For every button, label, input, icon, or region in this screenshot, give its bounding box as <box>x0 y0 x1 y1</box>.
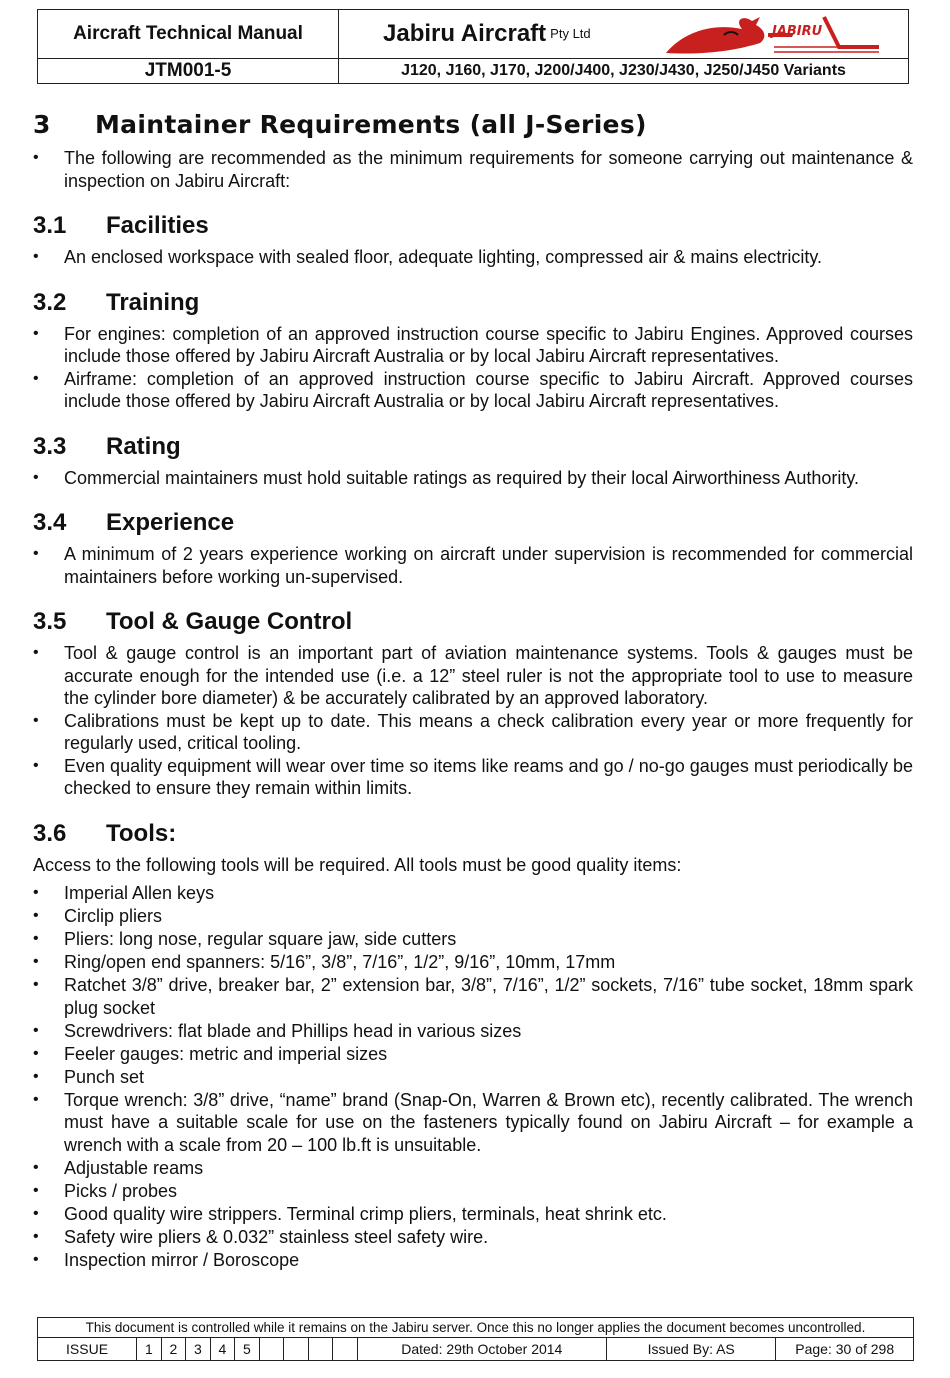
list-item: • For engines: completion of an approved instruction course specific to Jabiru Engines. Approved courses include those offered by Jabiru Aircraft Australia or by local Jabiru Aircraft representatives. <box>33 323 913 368</box>
issue-cell: 3 <box>186 1338 211 1361</box>
subsection-number: 3.3 <box>33 432 67 460</box>
experience-list <box>33 543 913 588</box>
issue-cell: 2 <box>161 1338 186 1361</box>
list-item: • Safety wire pliers & 0.032” stainless steel safety wire. <box>33 1226 913 1249</box>
issue-cell <box>284 1338 309 1361</box>
subsection-heading-training <box>33 289 913 317</box>
subsection-number: 3.4 <box>33 509 67 536</box>
rating-list <box>33 467 913 490</box>
subsection-heading-experience <box>33 509 913 537</box>
subsection-heading-tool-gauge-control <box>33 608 913 636</box>
manual-title: Aircraft Technical Manual <box>38 10 339 59</box>
subsection-title: Training <box>106 288 200 316</box>
issue-cell: 5 <box>235 1338 260 1361</box>
list-item: • Ring/open end spanners: 5/16”, 3/8”, 7/16”, 1/2”, 9/16”, 10mm, 17mm <box>33 951 913 974</box>
list-item: • Punch set <box>33 1066 913 1089</box>
logo-lettering: JABIRU <box>772 24 823 39</box>
tools-intro: Access to the following tools will be required. All tools must be good quality items: <box>33 854 682 875</box>
dated: Dated: 29th October 2014 <box>357 1338 606 1361</box>
list-item: • Screwdrivers: flat blade and Phillips head in various sizes <box>33 1020 913 1043</box>
list-item: • Commercial maintainers must hold suitable ratings as required by their local Airworthiness Authority. <box>33 467 913 490</box>
page-number: Page: 30 of 298 <box>776 1338 914 1361</box>
list-item: • Feeler gauges: metric and imperial sizes <box>33 1043 913 1066</box>
list-item: • Torque wrench: 3/8” drive, “name” brand (Snap-On, Warren & Brown etc), recently calibrated. The wrench must have a suitable scale for use on the fasteners typically found on Jabiru Aircraft – for example a wrench with a scale from 20 – 100 lb.ft is unsuitable. <box>33 1089 913 1157</box>
tools-list <box>33 882 913 1271</box>
list-item: • Imperial Allen keys <box>33 882 913 905</box>
section-intro-list <box>33 147 913 192</box>
list-item: • Picks / probes <box>33 1180 913 1203</box>
list-item: • Circlip pliers <box>33 905 913 928</box>
list-item: • A minimum of 2 years experience working on aircraft under supervision is recommended for commercial maintainers before working un-supervised. <box>33 543 913 588</box>
list-item: • Inspection mirror / Boroscope <box>33 1249 913 1272</box>
subsection-heading-tools <box>33 820 913 848</box>
subsection-title: Experience <box>106 509 235 536</box>
subsection-heading-facilities <box>33 212 913 240</box>
list-item: • Airframe: completion of an approved instruction course specific to Jabiru Aircraft. Approved courses include those offered by Jabiru Aircraft Australia or by local Jabiru Aircraft representatives. <box>33 368 913 413</box>
brand-cell <box>339 10 909 59</box>
issue-cell <box>333 1338 358 1361</box>
company-suffix: Pty Ltd <box>550 26 591 42</box>
subsection-title: Rating <box>106 432 181 460</box>
subsection-heading-rating <box>33 433 913 461</box>
issue-cell: 4 <box>210 1338 235 1361</box>
variants: J120, J160, J170, J200/J400, J230/J430, J250/J450 Variants <box>339 59 909 84</box>
page-content <box>33 110 913 1272</box>
issue-cell: 1 <box>137 1338 162 1361</box>
subsection-number: 3.1 <box>33 212 67 239</box>
subsection-title: Tools: <box>106 819 177 847</box>
subsection-number: 3.2 <box>33 288 67 316</box>
subsection-title: Tool & Gauge Control <box>106 608 353 635</box>
training-list <box>33 323 913 413</box>
issue-cell <box>308 1338 333 1361</box>
list-item: • The following are recommended as the minimum requirements for someone carrying out maintenance & inspection on Jabiru Aircraft: <box>33 147 913 192</box>
list-item: • Good quality wire strippers. Terminal crimp pliers, terminals, heat shrink etc. <box>33 1203 913 1226</box>
section-number: 3 <box>33 110 51 139</box>
issued-by: Issued By: AS <box>606 1338 775 1361</box>
tool-gauge-control-list <box>33 642 913 800</box>
list-item: • Adjustable reams <box>33 1157 913 1180</box>
issue-cell <box>259 1338 284 1361</box>
list-item: • Even quality equipment will wear over time so items like reams and go / no-go gauges must periodically be checked to ensure they remain within limits. <box>33 755 913 800</box>
list-item: • Pliers: long nose, regular square jaw, side cutters <box>33 928 913 951</box>
header-table <box>37 9 909 84</box>
subsection-title: Facilities <box>106 212 209 239</box>
issue-label: ISSUE <box>38 1338 137 1361</box>
section-heading <box>33 110 913 139</box>
jabiru-logo <box>664 13 884 57</box>
facilities-list <box>33 246 913 269</box>
doc-code: JTM001-5 <box>38 59 339 84</box>
subsection-number: 3.6 <box>33 819 67 847</box>
subsection-number: 3.5 <box>33 608 67 635</box>
footer-table <box>37 1317 914 1361</box>
list-item: • An enclosed workspace with sealed floor, adequate lighting, compressed air & mains electricity. <box>33 246 913 269</box>
list-item: • Ratchet 3/8” drive, breaker bar, 2” extension bar, 3/8”, 7/16”, 1/2” sockets, 7/16” tube socket, 18mm spark plug socket <box>33 974 913 1019</box>
control-note: This document is controlled while it remains on the Jabiru server. Once this no longer applies the document becomes uncontrolled. <box>38 1318 914 1338</box>
list-item: • Calibrations must be kept up to date. This means a check calibration every year or more frequently for regularly used, critical tooling. <box>33 710 913 755</box>
company-name: Jabiru Aircraft <box>383 20 547 47</box>
section-title: Maintainer Requirements (all J-Series) <box>95 110 647 139</box>
list-item: • Tool & gauge control is an important part of aviation maintenance systems. Tools & gauges must be accurate enough for the intended use (i.e. a 12” steel ruler is not the appropriate tool to use to measure the cylinder bore diameter) & be accurately calibrated by an approved laboratory. <box>33 642 913 710</box>
